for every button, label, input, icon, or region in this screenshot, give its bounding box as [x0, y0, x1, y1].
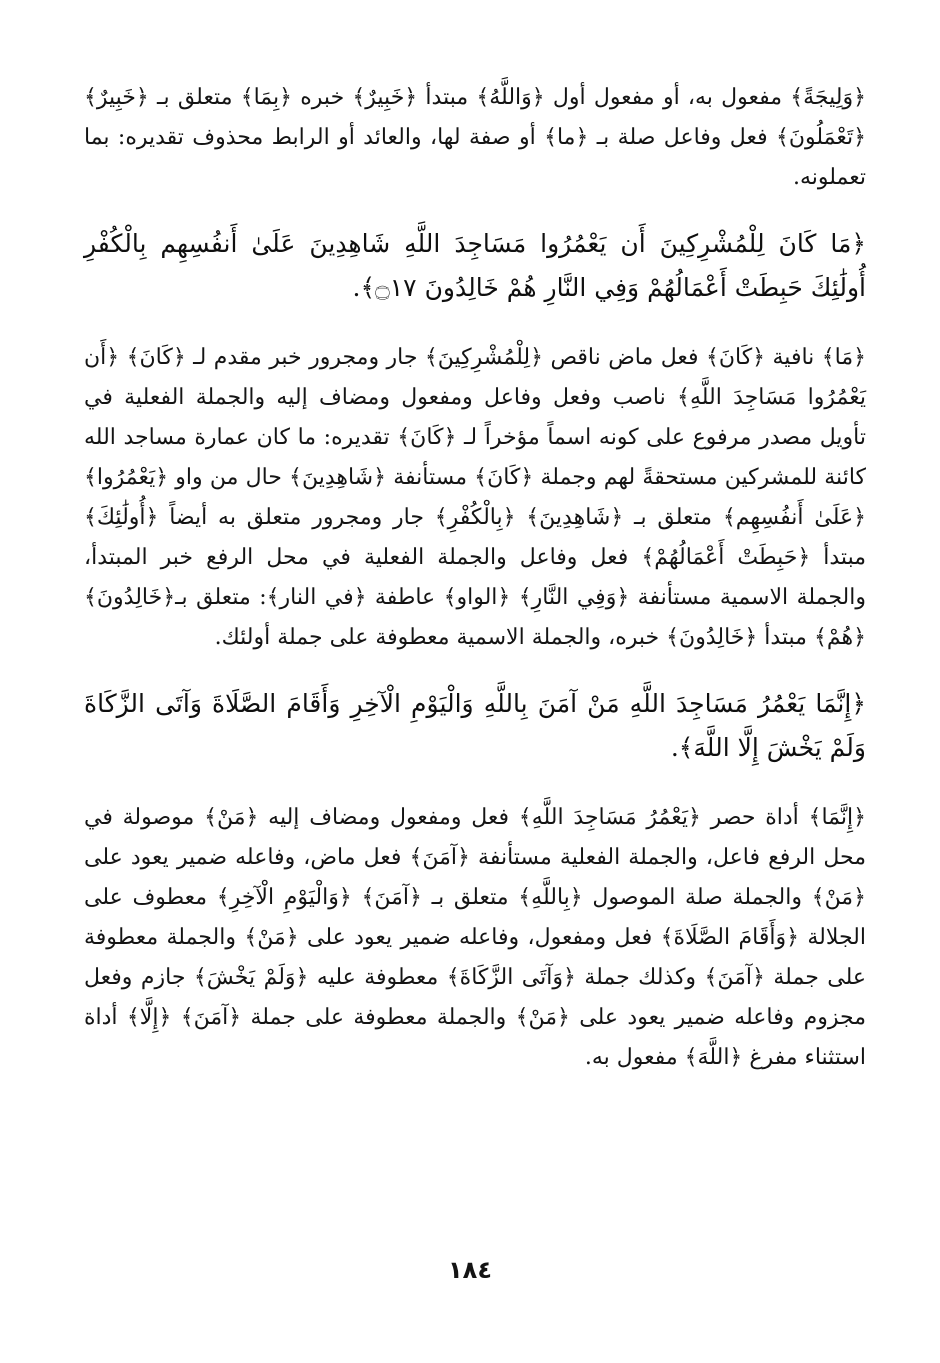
quran-verse-18: ﴿إِنَّمَا يَعْمُرُ مَسَاجِدَ اللَّهِ مَنْ آمَنَ بِاللَّهِ وَالْيَوْمِ الْآخِرِ وَأَقَامَ الصَّلَاةَ وَآتَى الزَّكَاةَ وَلَمْ يَخْشَ إِلَّا اللَّهَ﴾.: [84, 689, 866, 762]
paragraph-2: ﴿مَا﴾ نافية ﴿كَانَ﴾ فعل ماض ناقص ﴿لِلْمُشْرِكِينَ﴾ جار ومجرور خبر مقدم لـ ﴿كَانَ﴾ ﴿أَن يَعْمُرُوا مَسَاجِدَ اللَّهِ﴾ ناصب وفعل وفاعل ومفعول ومضاف إليه والجملة الفعلية في تأويل مصدر مرفوع على كونه اسماً مؤخراً لـ ﴿كَانَ﴾ تقديره: ما كان عمارة مساجد الله كائنة للمشركين مستحقةً لهم وجملة ﴿كَانَ﴾ مستأنفة ﴿شَاهِدِينَ﴾ حال من واو ﴿يَعْمُرُوا﴾ ﴿عَلَىٰ أَنفُسِهِم﴾ متعلق بـ ﴿شَاهِدِينَ﴾ ﴿بِالْكُفْرِ﴾ جار ومجرور متعلق به أيضاً ﴿أُولَٰئِكَ﴾ مبتدأ ﴿حَبِطَتْ أَعْمَالُهُمْ﴾ فعل وفاعل والجملة الفعلية في محل الرفع خبر المبتدأ، والجملة الاسمية مستأنفة ﴿وَفِي النَّارِ﴾ ﴿الواو﴾ عاطفة ﴿في النار﴾: متعلق بـ﴿خَالِدُونَ﴾ ﴿هُمْ﴾ مبتدأ ﴿خَالِدُونَ﴾ خبره، والجملة الاسمية معطوفة على جملة أولئك.: [84, 345, 866, 650]
spacer: [84, 770, 866, 798]
spacer: [84, 198, 866, 222]
spacer: [84, 310, 866, 338]
quran-verse-17: ﴿مَا كَانَ لِلْمُشْرِكِينَ أَن يَعْمُرُوا مَسَاجِدَ اللَّهِ شَاهِدِينَ عَلَىٰ أَنفُسِهِم بِالْكُفْرِ أُولَٰئِكَ حَبِطَتْ أَعْمَالُهُمْ وَفِي النَّارِ هُمْ خَالِدُونَ ۝١٧﴾.: [84, 229, 866, 302]
spacer: [84, 658, 866, 682]
paragraph-1: ﴿وَلِيجَةً﴾ مفعول به، أو مفعول أول ﴿وَاللَّهُ﴾ مبتدأ ﴿خَبِيرٌ﴾ خبره ﴿بِمَا﴾ متعلق بـ ﴿خَبِيرٌ﴾ ﴿تَعْمَلُونَ﴾ فعل وفاعل صلة بـ ﴿ما﴾ أو صفة لها، والعائد أو الرابط محذوف تقديره: بما تعملونه.: [84, 85, 866, 190]
page-number: ١٨٤: [448, 1256, 492, 1284]
paragraph-3: ﴿إِنَّمَا﴾ أداة حصر ﴿يَعْمُرُ مَسَاجِدَ اللَّهِ﴾ فعل ومفعول ومضاف إليه ﴿مَنْ﴾ موصولة في محل الرفع فاعل، والجملة الفعلية مستأنفة ﴿آمَنَ﴾ فعل ماض، وفاعله ضمير يعود على ﴿مَنْ﴾ والجملة صلة الموصول ﴿بِاللَّهِ﴾ متعلق بـ ﴿آمَنَ﴾ ﴿وَالْيَوْمِ الْآخِرِ﴾ معطوف على الجلالة ﴿وَأَقَامَ الصَّلَاةَ﴾ فعل ومفعول، وفاعله ضمير يعود على ﴿مَنْ﴾ والجملة معطوفة على جملة ﴿آمَنَ﴾ وكذلك جملة ﴿وَآتَى الزَّكَاةَ﴾ معطوفة عليه ﴿وَلَمْ يَخْشَ﴾ جازم وفعل مجزوم وفاعله ضمير يعود على ﴿مَنْ﴾ والجملة معطوفة على جملة ﴿آمَنَ﴾ ﴿إِلَّا﴾ أداة استثناء مفرغ ﴿اللَّهَ﴾ مفعول به.: [84, 805, 866, 1070]
page-body: [84, 78, 866, 1078]
